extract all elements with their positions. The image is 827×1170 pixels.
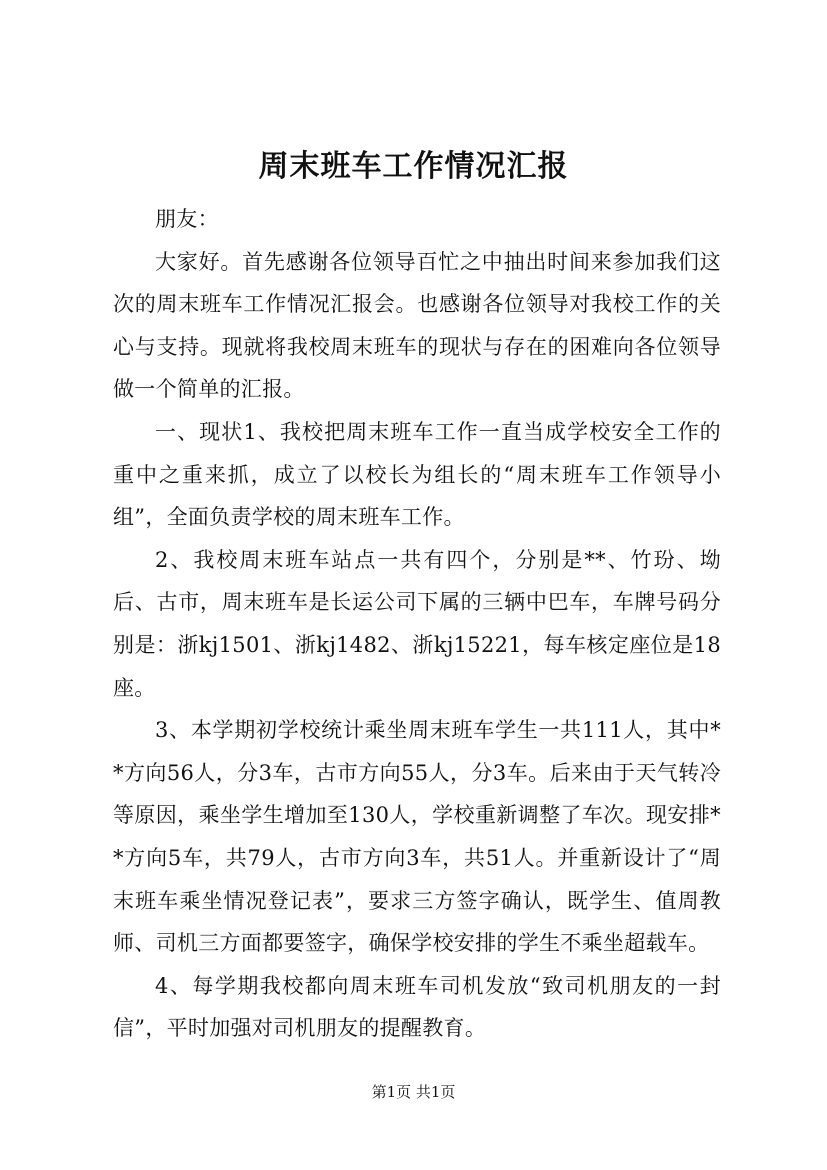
status-paragraph-2: 2、我校周末班车站点一共有四个，分别是**、竹玢、坳后、古市，周末班车是长运公司下属的三辆中巴车，车牌号码分别是：浙kj1501、浙kj1482、浙kj15221，每车核定座位是18座。 bbox=[113, 547, 721, 700]
status-paragraph-3: 3、本学期初学校统计乘坐周末班车学生一共111人，其中**方向56人，分3车，古市方向55人，分3车。后来由于天气转冷等原因，乘坐学生增加至130人，学校重新调整了车次。现安排**方向5车，共79人，古市方向3车，共51人。并重新设计了“周末班车乘坐情况登记表”，要求三方签字确认，既学生、值周教师、司机三方面都要签字，确保学校安排的学生不乘坐超载车。 bbox=[113, 718, 721, 956]
status-paragraph-1: 一、现状1、我校把周末班车工作一直当成学校安全工作的重中之重来抓，成立了以校长为组长的“周末班车工作领导小组”，全面负责学校的周末班车工作。 bbox=[113, 419, 721, 530]
greeting-paragraph: 朋友： bbox=[155, 207, 219, 231]
document-title: 周末班车工作情况汇报 bbox=[258, 149, 569, 184]
status-paragraph-4: 4、每学期我校都向周末班车司机发放“致司机朋友的一封信”，平时加强对司机朋友的提醒教育。 bbox=[113, 973, 721, 1041]
intro-paragraph: 大家好。首先感谢各位领导百忙之中抽出时间来参加我们这次的周末班车工作情况汇报会。也感谢各位领导对我校工作的关心与支持。现就将我校周末班车的现状与存在的困难向各位领导做一个简单的汇报。 bbox=[113, 249, 721, 402]
page-number-footer: 第1页 共1页 bbox=[371, 1083, 456, 1101]
document-body bbox=[113, 198, 721, 1050]
